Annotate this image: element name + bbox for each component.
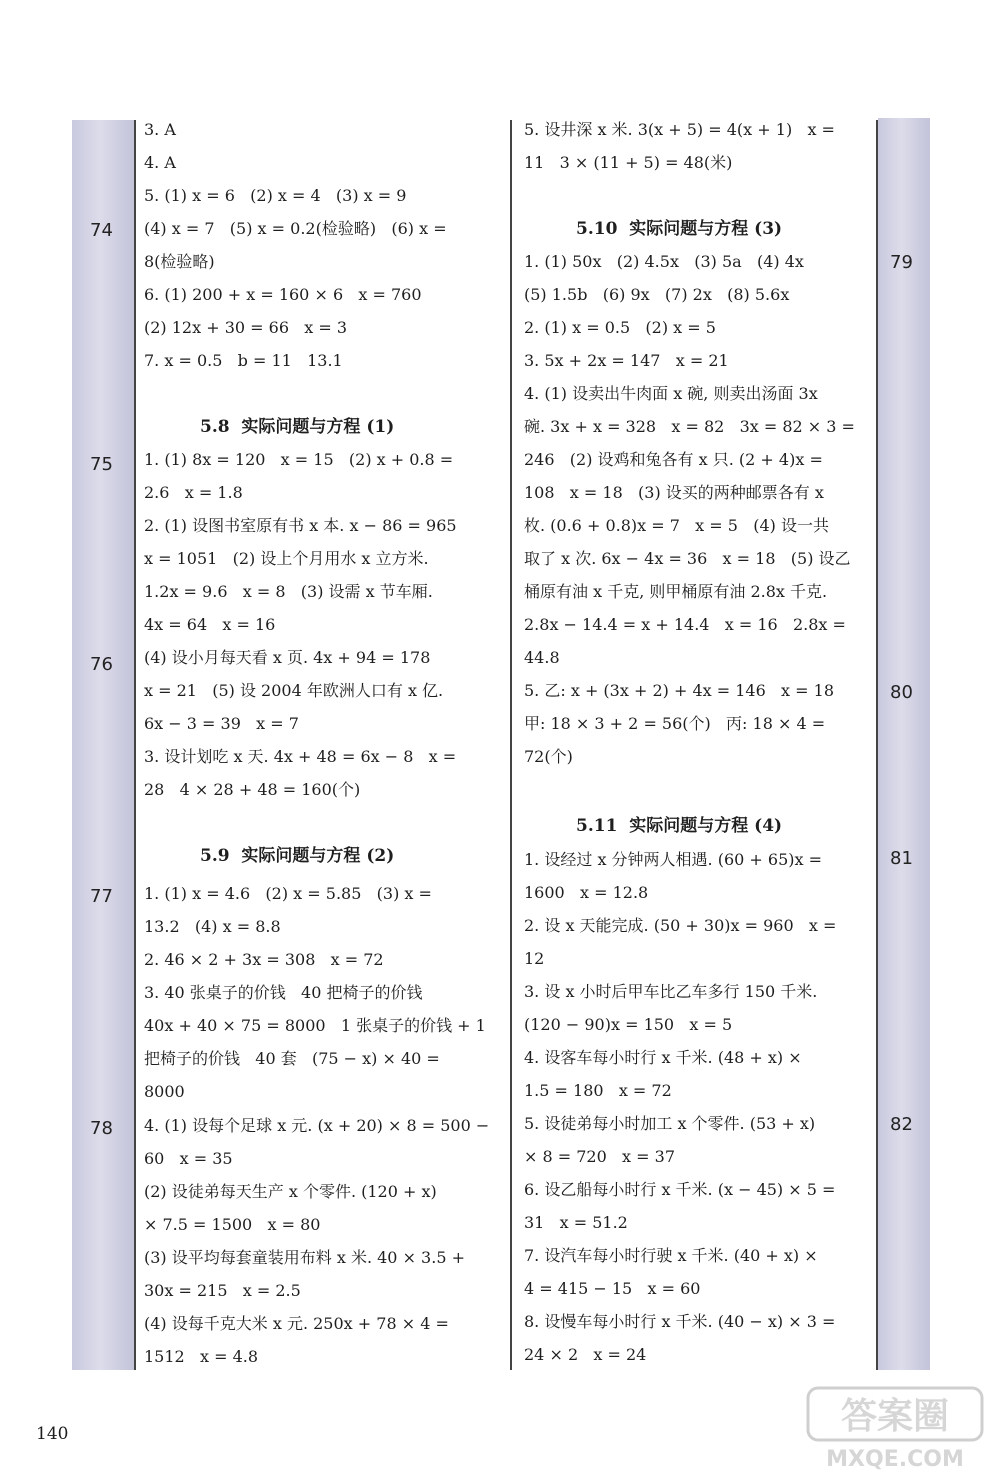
answer-line: 4. (1) 设卖出牛肉面 x 碗, 则卖出汤面 3x	[524, 384, 818, 403]
section-heading: 5.10 实际问题与方程 (3)	[576, 219, 783, 239]
answer-line: 3. 40 张桌子的价钱 40 把椅子的价钱	[144, 983, 423, 1002]
answer-line: (4) 设小月每天看 x 页. 4x + 94 = 178	[144, 648, 431, 667]
answer-line: 把椅子的价钱 40 套 (75 − x) × 40 =	[144, 1049, 440, 1068]
right-margin-band	[878, 118, 930, 1370]
answer-line: 4x = 64 x = 16	[144, 615, 276, 634]
answer-line: 5. (1) x = 6 (2) x = 4 (3) x = 9	[144, 186, 407, 205]
answer-line: 枚. (0.6 + 0.8)x = 7 x = 5 (4) 设一共	[524, 516, 829, 535]
answer-line: (3) 设平均每套童装用布料 x 米. 40 × 3.5 +	[144, 1248, 465, 1267]
answer-line: (2) 12x + 30 = 66 x = 3	[144, 318, 348, 337]
answer-line: 7. 设汽车每小时行驶 x 千米. (40 + x) ×	[524, 1246, 818, 1265]
answer-line: (120 − 90)x = 150 x = 5	[524, 1015, 733, 1034]
answer-line: 31 x = 51.2	[524, 1213, 628, 1232]
answer-line: (4) x = 7 (5) x = 0.2(检验略) (6) x =	[144, 219, 447, 238]
answer-line: 44.8	[524, 648, 560, 667]
answer-line: 3. 设 x 小时后甲车比乙车多行 150 千米.	[524, 982, 818, 1001]
section-heading: 5.11 实际问题与方程 (4)	[576, 816, 783, 836]
answer-line: 取了 x 次. 6x − 4x = 36 x = 18 (5) 设乙	[524, 549, 851, 568]
answer-line: 1.5 = 180 x = 72	[524, 1081, 672, 1100]
answer-line: 30x = 215 x = 2.5	[144, 1281, 301, 1300]
answer-line: 2. 46 × 2 + 3x = 308 x = 72	[144, 950, 384, 969]
answer-line: 5. 设徒弟每小时加工 x 个零件. (53 + x)	[524, 1114, 816, 1133]
margin-page-number: 81	[890, 848, 913, 869]
answer-line: 28 4 × 28 + 48 = 160(个)	[144, 780, 361, 799]
answer-line: 8. 设慢车每小时行 x 千米. (40 − x) × 3 =	[524, 1312, 836, 1331]
answer-line: 7. x = 0.5 b = 11 13.1	[144, 351, 343, 370]
watermark-url: MXQE.COM	[826, 1447, 964, 1472]
margin-page-number: 77	[90, 886, 113, 907]
answer-line: 2.6 x = 1.8	[144, 483, 243, 502]
answer-line: 12	[524, 949, 545, 968]
margin-page-number: 76	[90, 654, 113, 675]
answer-line: 1512 x = 4.8	[144, 1347, 259, 1366]
answer-line: 13.2 (4) x = 8.8	[144, 917, 281, 936]
section-heading: 5.8 实际问题与方程 (1)	[200, 417, 395, 437]
answer-line: 1. (1) 8x = 120 x = 15 (2) x + 0.8 =	[144, 450, 454, 469]
answer-line: 甲: 18 × 3 + 2 = 56(个) 丙: 18 × 4 =	[524, 714, 826, 733]
section-heading: 5.9 实际问题与方程 (2)	[200, 846, 395, 866]
answer-line: 4. A	[144, 153, 176, 172]
answer-line: 6x − 3 = 39 x = 7	[144, 714, 299, 733]
answer-line: 108 x = 18 (3) 设买的两种邮票各有 x	[524, 483, 824, 502]
answer-line: x = 1051 (2) 设上个月用水 x 立方米.	[144, 549, 429, 568]
answer-line: 2. (1) 设图书室原有书 x 本. x − 86 = 965	[144, 516, 457, 535]
center-divider-line	[510, 120, 512, 1370]
margin-page-number: 79	[890, 252, 913, 273]
answer-line: 2. (1) x = 0.5 (2) x = 5	[524, 318, 716, 337]
page-number: 140	[36, 1424, 69, 1444]
answer-line: 4 = 415 − 15 x = 60	[524, 1279, 701, 1298]
answer-line: 246 (2) 设鸡和兔各有 x 只. (2 + 4)x =	[524, 450, 823, 469]
answer-line: 桶原有油 x 千克, 则甲桶原有油 2.8x 千克.	[524, 582, 828, 601]
answer-line: 1600 x = 12.8	[524, 883, 649, 902]
margin-page-number: 78	[90, 1118, 113, 1139]
answer-line: 6. (1) 200 + x = 160 × 6 x = 760	[144, 285, 422, 304]
answer-line: 碗. 3x + x = 328 x = 82 3x = 82 × 3 =	[524, 417, 855, 436]
answer-line: 2.8x − 14.4 = x + 14.4 x = 16 2.8x =	[524, 615, 846, 634]
left-divider-line	[134, 120, 136, 1370]
answer-line: 5. 设井深 x 米. 3(x + 5) = 4(x + 1) x =	[524, 120, 835, 139]
answer-line: 6. 设乙船每小时行 x 千米. (x − 45) × 5 =	[524, 1180, 836, 1199]
answer-line: 24 × 2 x = 24	[524, 1345, 647, 1364]
watermark-logo	[800, 1382, 990, 1472]
answer-line: 5. 乙: x + (3x + 2) + 4x = 146 x = 18	[524, 681, 834, 700]
left-margin-band	[72, 120, 134, 1370]
answer-line: 1. (1) 50x (2) 4.5x (3) 5a (4) 4x	[524, 252, 804, 271]
answer-line: (5) 1.5b (6) 9x (7) 2x (8) 5.6x	[524, 285, 790, 304]
right-divider-line	[876, 120, 878, 1370]
margin-page-number: 75	[90, 454, 113, 475]
answer-line: 60 x = 35	[144, 1149, 233, 1168]
answer-line: × 7.5 = 1500 x = 80	[144, 1215, 321, 1234]
answer-line: 8000	[144, 1082, 185, 1101]
answer-line: 4. (1) 设每个足球 x 元. (x + 20) × 8 = 500 −	[144, 1116, 490, 1135]
answer-line: × 8 = 720 x = 37	[524, 1147, 676, 1166]
answer-line: 11 3 × (11 + 5) = 48(米)	[524, 153, 733, 172]
answer-line: 8(检验略)	[144, 252, 215, 271]
margin-page-number: 74	[90, 220, 113, 241]
answer-line: 3. 5x + 2x = 147 x = 21	[524, 351, 729, 370]
margin-page-number: 82	[890, 1114, 913, 1135]
answer-line: (2) 设徒弟每天生产 x 个零件. (120 + x)	[144, 1182, 437, 1201]
margin-page-number: 80	[890, 682, 913, 703]
answer-line: x = 21 (5) 设 2004 年欧洲人口有 x 亿.	[144, 681, 444, 700]
watermark-text: 答案圈	[840, 1396, 950, 1437]
answer-line: 40x + 40 × 75 = 8000 1 张桌子的价钱 + 1	[144, 1016, 486, 1035]
answer-line: 3. A	[144, 120, 176, 139]
answer-line: (4) 设每千克大米 x 元. 250x + 78 × 4 =	[144, 1314, 449, 1333]
answer-line: 72(个)	[524, 747, 573, 766]
answer-line: 3. 设计划吃 x 天. 4x + 48 = 6x − 8 x =	[144, 747, 457, 766]
answer-line: 2. 设 x 天能完成. (50 + 30)x = 960 x =	[524, 916, 837, 935]
answer-line: 1. (1) x = 4.6 (2) x = 5.85 (3) x =	[144, 884, 432, 903]
answer-line: 4. 设客车每小时行 x 千米. (48 + x) ×	[524, 1048, 802, 1067]
answer-line: 1.2x = 9.6 x = 8 (3) 设需 x 节车厢.	[144, 582, 433, 601]
answer-line: 1. 设经过 x 分钟两人相遇. (60 + 65)x =	[524, 850, 823, 869]
